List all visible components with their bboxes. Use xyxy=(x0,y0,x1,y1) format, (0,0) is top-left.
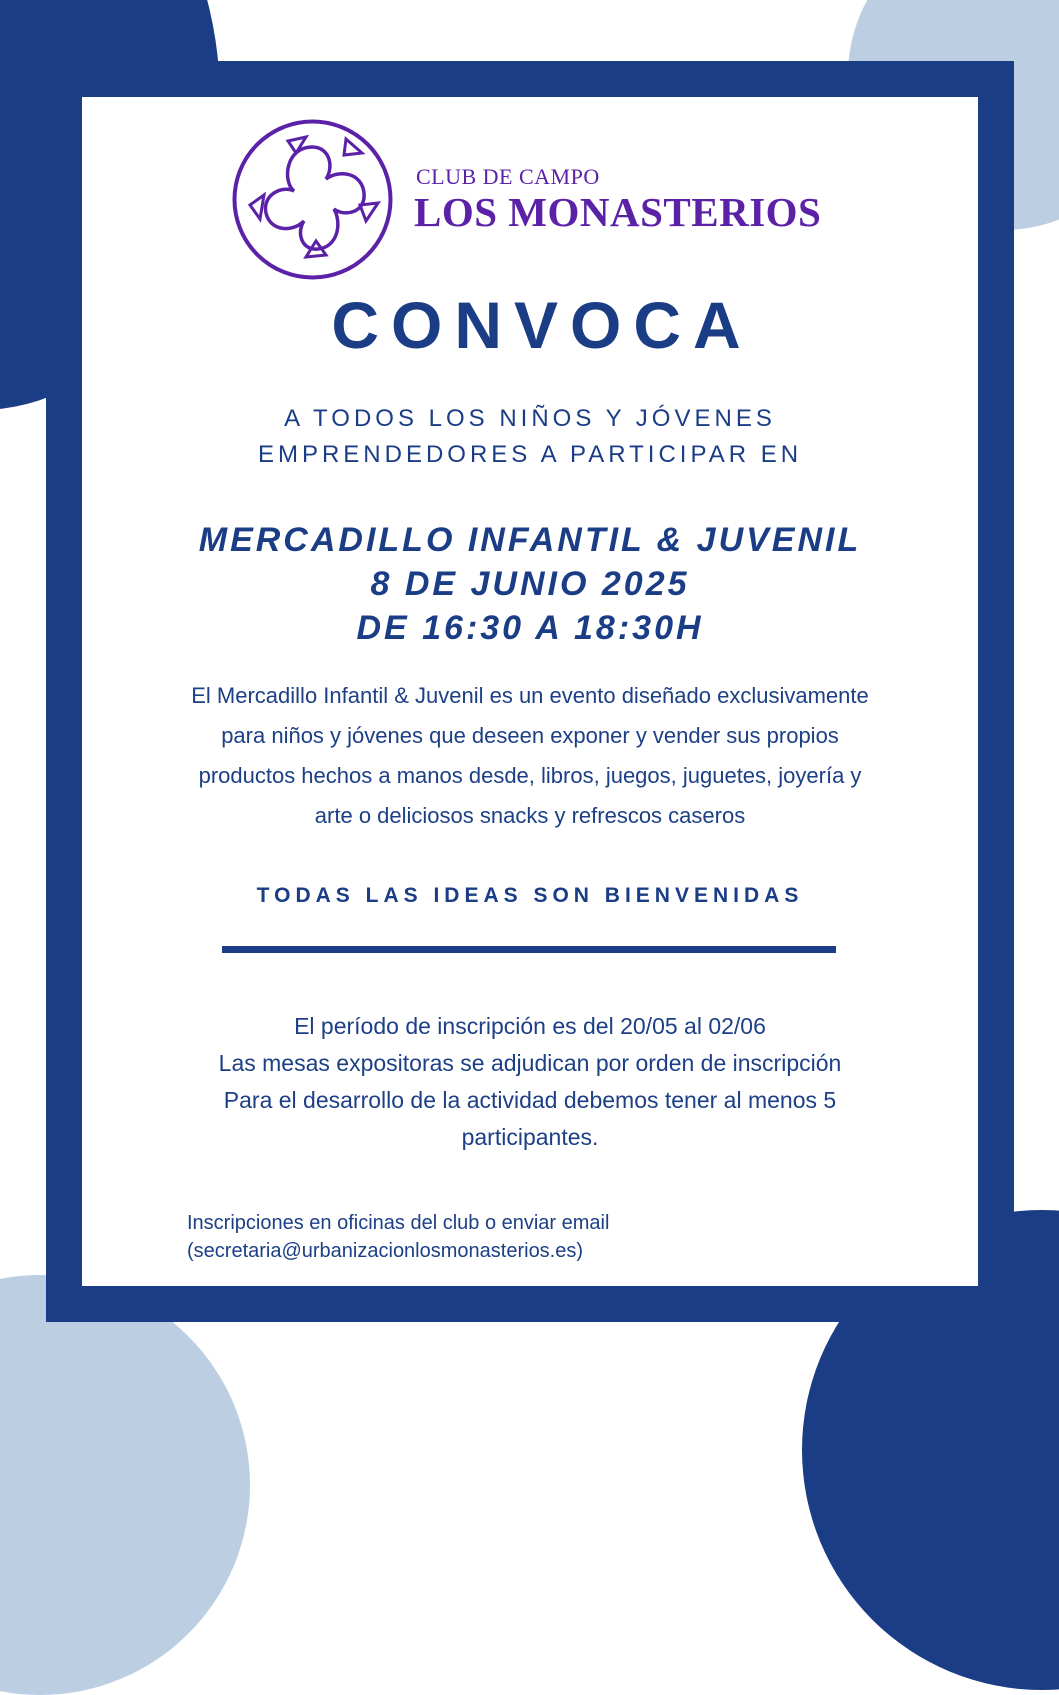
monasterios-emblem-icon xyxy=(230,117,395,282)
registration-line: participantes. xyxy=(461,1124,599,1150)
contact-email[interactable]: (secretaria@urbanizacionlosmonasterios.es) xyxy=(187,1240,584,1262)
event-time: DE 16:30 A 18:30H xyxy=(356,609,704,647)
divider xyxy=(222,946,836,953)
frame-left xyxy=(46,61,82,1321)
event-name: MERCADILLO INFANTIL & JUVENIL xyxy=(198,521,862,559)
club-subtitle: CLUB DE CAMPO xyxy=(416,164,600,189)
registration-line: El período de inscripción es del 20/05 al 02/06 xyxy=(294,1013,766,1039)
tagline: TODAS LAS IDEAS SON BIENVENIDAS xyxy=(256,884,804,907)
event-description xyxy=(120,676,940,836)
contact-line: Inscripciones en oficinas del club o enviar email xyxy=(187,1212,610,1234)
frame-bottom xyxy=(46,1286,1010,1322)
invitation-line: A TODOS LOS NIÑOS Y JÓVENES xyxy=(284,405,776,432)
description-line: para niños y jóvenes que deseen exponer y vender sus propios xyxy=(221,723,839,748)
description-line: arte o deliciosos snacks y refrescos caseros xyxy=(314,803,746,828)
club-name: LOS MONASTERIOS xyxy=(414,189,822,235)
registration-line: Para el desarrollo de la actividad debemos tener al menos 5 xyxy=(223,1087,837,1113)
frame-right xyxy=(978,61,1014,1321)
description-line: productos hechos a manos desde, libros, juegos, juguetes, joyería y xyxy=(198,763,862,788)
contact-info xyxy=(187,1209,609,1265)
description-line: El Mercadillo Infantil & Juvenil es un evento diseñado exclusivamente xyxy=(191,683,869,708)
registration-line: Las mesas expositoras se adjudican por orden de inscripción xyxy=(218,1050,842,1076)
headline: CONVOCA xyxy=(331,288,753,362)
frame-top xyxy=(46,61,1010,97)
registration-info xyxy=(120,1008,940,1156)
invitation-line: EMPRENDEDORES A PARTICIPAR EN xyxy=(257,441,803,468)
decorative-circle-bottom-left xyxy=(0,1275,250,1695)
event-date: 8 DE JUNIO 2025 xyxy=(370,565,690,603)
invitation-text xyxy=(82,401,978,473)
event-details xyxy=(82,518,978,650)
